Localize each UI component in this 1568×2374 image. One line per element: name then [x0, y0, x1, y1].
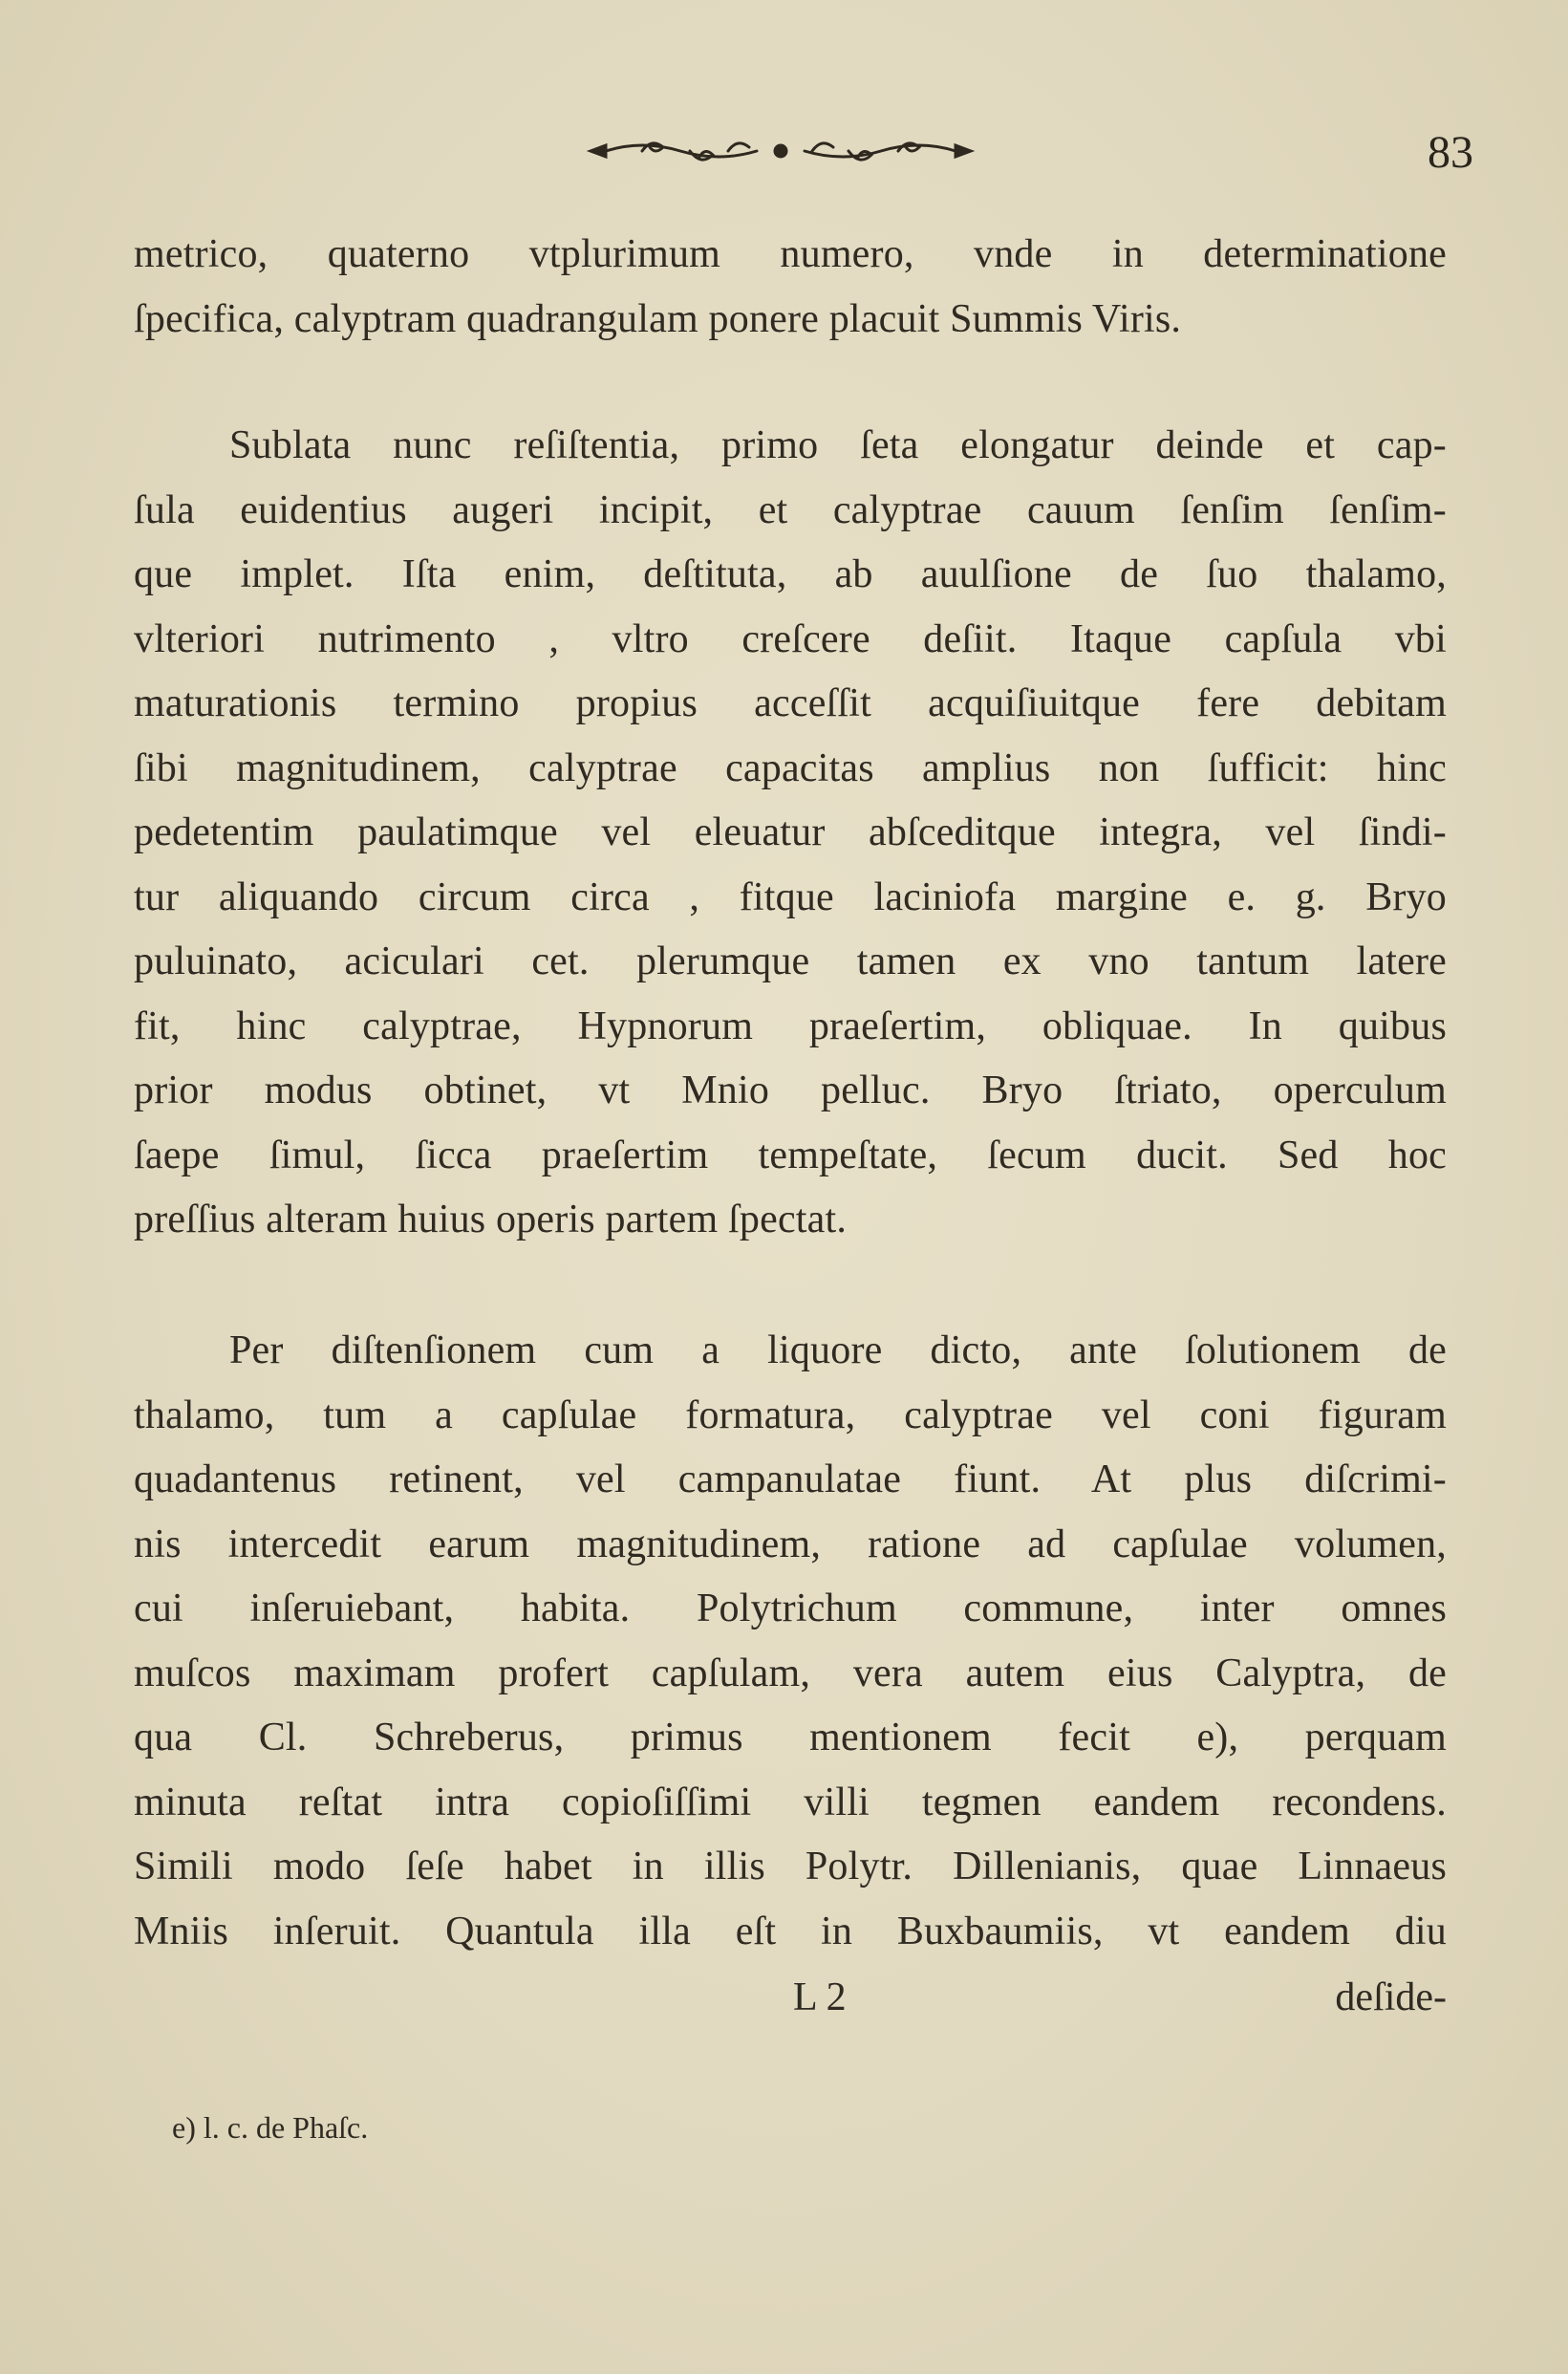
- text-line: Per diſtenſionem cum a liquore dicto, ante ſolutionem de: [229, 1328, 1447, 1372]
- text-line: minuta reſtat intra copioſiſſimi villi tegmen eandem recondens.: [134, 1780, 1447, 1824]
- text-line: ſula euidentius augeri incipit, et calyptrae cauum ſenſim ſenſim-: [134, 487, 1447, 532]
- text-line: quadantenus retinent, vel campanulatae fiunt. At plus diſcrimi-: [134, 1457, 1447, 1501]
- text-line: prior modus obtinet, vt Mnio pelluc. Bryo ſtriato, operculum: [134, 1068, 1447, 1112]
- catchword: deſide-: [1335, 1975, 1447, 2019]
- text-line: vlteriori nutrimento , vltro creſcere deſiit. Itaque capſula vbi: [134, 616, 1447, 661]
- text-line: ſpecifica, calyptram quadrangulam ponere placuit Summis Viris.: [134, 296, 1182, 341]
- text-line: muſcos maximam profert capſulam, vera autem eius Calyptra, de: [134, 1651, 1447, 1695]
- text-line: qua Cl. Schreberus, primus mentionem fecit e), perquam: [134, 1716, 1447, 1759]
- text-line: ſibi magnitudinem, calyptrae capacitas amplius non ſufficit: hinc: [134, 745, 1447, 790]
- printers-ornament-icon: [585, 130, 977, 172]
- text-line: Mniis inſeruit. Quantula illa eſt in Buxbaumiis, vt eandem diu: [134, 1909, 1447, 1953]
- paragraph-3: [134, 1319, 1447, 1964]
- text-line: metrico, quaterno vtplurimum numero, vnde in determinatione: [134, 232, 1447, 276]
- page-number: 83: [1428, 127, 1473, 178]
- text-line: Sublata nunc reſiſtentia, primo ſeta elongatur deinde et cap-: [229, 423, 1447, 467]
- text-line: tur aliquando circum circa , fitque laciniofa margine e. g. Bryo: [134, 874, 1447, 919]
- page-header: [0, 122, 1568, 189]
- text-line: ſaepe ſimul, ſicca praeſertim tempeſtate, ſecum ducit. Sed hoc: [134, 1133, 1447, 1177]
- text-line: fit, hinc calyptrae, Hypnorum praeſertim, obliquae. In quibus: [134, 1004, 1447, 1048]
- text-line: que implet. Iſta enim, deſtituta, ab auulſione de ſuo thalamo,: [134, 552, 1447, 596]
- text-line: Simili modo ſeſe habet in illis Polytr. Dillenianis, quae Linnaeus: [134, 1845, 1447, 1888]
- text-line: nis intercedit earum magnitudinem, ratione ad capſulae volumen,: [134, 1522, 1447, 1566]
- paragraph-2: [134, 414, 1447, 1253]
- text-line: cui inſeruiebant, habita. Polytrichum commune, inter omnes: [134, 1586, 1447, 1630]
- signature-mark: L 2: [793, 1975, 847, 2019]
- text-line: thalamo, tum a capſulae formatura, calyptrae vel coni figuram: [134, 1392, 1447, 1437]
- text-line: maturationis termino propius acceſſit acquiſiuitque fere debitam: [134, 681, 1447, 725]
- text-line: puluinato, aciculari cet. plerumque tamen ex vno tantum latere: [134, 939, 1447, 983]
- footnote: e) l. c. de Phaſc.: [172, 2110, 369, 2145]
- text-line: preſſius alteram huius operis partem ſpectat.: [134, 1198, 848, 1241]
- page-foot-line: [134, 1975, 1447, 2039]
- paragraph-1: [134, 223, 1447, 352]
- text-line: pedetentim paulatimque vel eleuatur abſceditque integra, vel ſindi-: [134, 810, 1447, 854]
